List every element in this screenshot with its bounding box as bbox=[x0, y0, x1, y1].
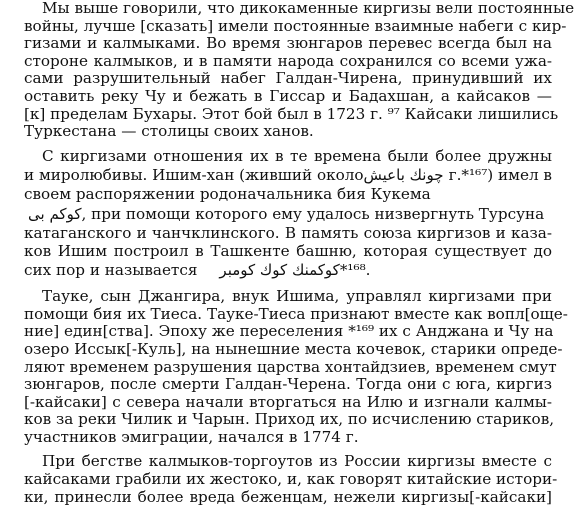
paragraph bbox=[24, 287, 568, 446]
text-line: озеро Иссык[-Куль], на нынешние места кочевок, старики опреде- bbox=[24, 339, 563, 358]
paragraph bbox=[24, 0, 574, 141]
text-line: [-кайсаки] с севера начали вторгаться на Илю и изгнали калмы- bbox=[24, 392, 552, 411]
text-line: [к] пределам Бухары. Этот бой был в 1723 г. ⁹⁷ Кайсаки лишились bbox=[24, 104, 559, 123]
text-segment: , при помощи которого ему удалось низвергнуть Турсуна bbox=[81, 204, 545, 223]
text-line: ляют временем разрушения царства хонтайдзиев, временем смут bbox=[24, 357, 557, 376]
text-line: оставить реку Чу и бежать в Гиссар и Бадахшан, а кайсаков — bbox=[24, 86, 552, 105]
text-line: ков за реки Чилик и Чарын. Приход их, по исчислению стариков, bbox=[24, 410, 555, 429]
text-line: гизами и калмыками. Во время зюнгаров перевес всегда был на bbox=[24, 34, 552, 53]
arabic-inscription: چونك باعيش bbox=[363, 166, 444, 185]
text-line: Туркестана — столицы своих ханов. bbox=[24, 122, 314, 141]
text-line: ков Ишим построил в Ташкенте башню, которая существует до bbox=[24, 241, 552, 260]
text-line: стороне калмыков, и в памяти народа сохранился со всеми ужа- bbox=[24, 51, 552, 70]
arabic-inscription: كوكم بى bbox=[28, 204, 82, 223]
text-segment: *¹⁶⁸. bbox=[339, 261, 371, 280]
text-line: сами разрушительный набег Галдан-Чирена, принудивший их bbox=[24, 69, 552, 88]
text-line bbox=[24, 165, 552, 186]
text-line: С киргизами отношения их в те времена были более дружны bbox=[42, 146, 552, 165]
paragraph bbox=[24, 148, 552, 281]
text-line: зюнгаров, после смерти Галдан-Черена. Тогда они с юга, киргиз bbox=[24, 375, 552, 394]
text-line: При бегстве калмыков-торгоутов из России киргизы вместе с bbox=[42, 452, 552, 471]
text-line: войны, лучше [сказать] имели постоянные взаимные набеги с кир- bbox=[24, 16, 567, 35]
text-line: Тауке, сын Джангира, внук Ишима, управлял киргизами при bbox=[42, 287, 552, 306]
text-line bbox=[24, 260, 552, 281]
text-line bbox=[24, 204, 552, 225]
paragraph bbox=[24, 452, 558, 506]
text-line: участников эмиграции, начался в 1774 г. bbox=[24, 427, 359, 446]
text-line: кайсаками грабили их жестоко, и, как говорят китайские истори- bbox=[24, 470, 558, 489]
document-page bbox=[24, 0, 574, 506]
text-segment: сих пор и называется bbox=[24, 261, 198, 280]
text-line: катаганского и чанчклинского. В память союза киргизов и каза- bbox=[24, 223, 552, 242]
text-line: своем распоряжении родоначальника бия Кукема bbox=[24, 185, 431, 204]
text-line: помощи бия их Тиеса. Тауке-Тиеса признают вместе как вопл[още- bbox=[24, 304, 568, 323]
text-segment: и миролюбивы. Ишим-хан (живший около bbox=[24, 166, 364, 185]
text-segment: г.*¹⁶⁷) имел в bbox=[448, 166, 552, 185]
text-line: ние] един[ства]. Эпоху же переселения *¹⁶⁹ их с Анджана и Чу на bbox=[24, 322, 554, 341]
text-line: ки, принесли более вреда беженцам, нежели киргизы[-кайсаки] bbox=[24, 487, 552, 506]
arabic-inscription: كوكمنك كوك كومبر bbox=[219, 261, 340, 280]
text-line: Мы выше говорили, что дикокаменные киргизы вели постоянные bbox=[42, 0, 574, 17]
